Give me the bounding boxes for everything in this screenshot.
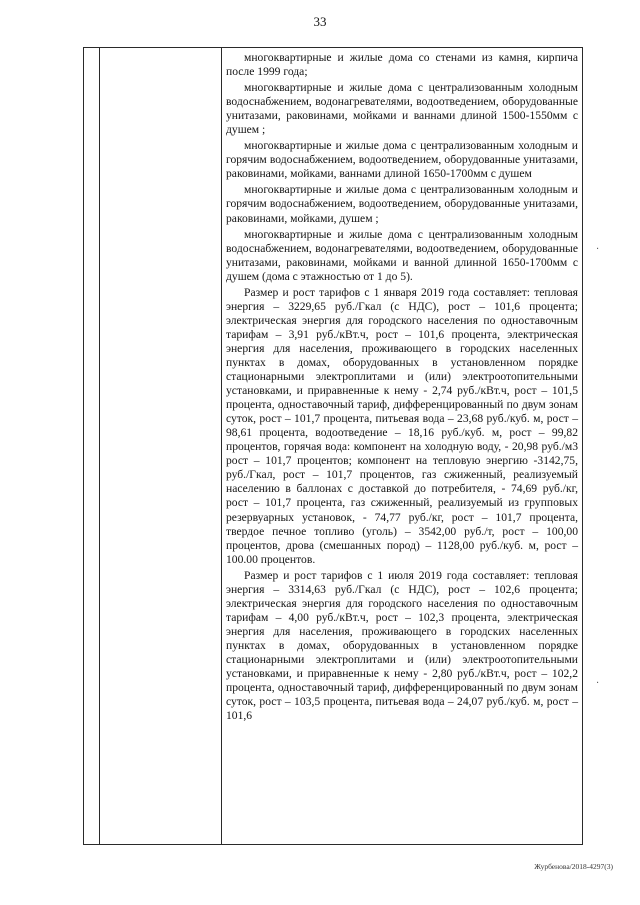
table-column-divider [221, 48, 222, 844]
footer-code: Журбенова/2018-4297(3) [534, 862, 613, 871]
paragraph: Размер и рост тарифов с 1 января 2019 года составляет: тепловая энергия – 3229,65 руб./Гкал (с НДС), рост – 101,6 процента; электрическая энергия для городского населения по одноставочным тарифам – 3,91 руб./кВт.ч, рост – 101,6 процента, электрическая энергия для населения, проживающего в городских населенных пунктах в домах, оборудованных в установленном порядке стационарными электроплитами и (или) электроотопительными установками, и приравненные к нему - 2,74 руб./кВт.ч, рост – 101,5 процента, одноставочный тариф, дифференцированный по двум зонам суток, рост – 101,7 процента, питьевая вода – 23,68 руб./куб. м, рост – 98,61 процента, водоотведение – 18,16 руб./куб. м, рост – 99,82 процентов, горячая вода: компонент на холодную воду, - 20,98 руб./м3 рост – 101,7 процентов; компонент на тепловую энергию -3142,75, руб./Гкал, рост – 101,7 процентов, газ сжиженный, реализуемый населению в баллонах с доставкой до потребителя, - 74,69 руб./кг, рост – 101,7 процента, газ сжиженный, реализуемый из групповых резервуарных установок, - 74,77 руб./кг, рост – 101,7 процента, твердое печное топливо (уголь) – 3542,00 руб./т, рост – 100,00 процентов, дрова (смешанных пород) – 1128,00 руб./куб. м, рост – 100.00 процентов. [226, 285, 578, 566]
paragraph: многоквартирные и жилые дома с централизованным холодным водоснабжением, водонагревателями, водоотведением, оборудованные унитазами, раковинами, мойками и ванной длинной 1650-1700мм с душем (дома с этажностью от 1 до 5). [226, 227, 578, 283]
table-cell-text [226, 51, 578, 723]
page-number: 33 [313, 14, 327, 29]
table-column-divider [99, 48, 100, 844]
paragraph: многоквартирные и жилые дома с централизованным холодным и горячим водоснабжением, водоотведением, оборудованные унитазами, раковинами, мойками, душем ; [226, 183, 578, 225]
paragraph: многоквартирные и жилые дома со стенами из камня, кирпича после 1999 года; [226, 51, 578, 79]
paragraph: многоквартирные и жилые дома с централизованным холодным и горячим водоснабжением, водоотведением, оборудованные унитазами, раковинами, мойками, ваннами длиной 1650-1700мм с душем [226, 139, 578, 181]
paragraph: многоквартирные и жилые дома с централизованным холодным водоснабжением, водонагревателями, водоотведением, оборудованные унитазами, раковинами, мойками и ваннами длиной 1500-1550мм с душем ; [226, 81, 578, 137]
document-table [83, 47, 583, 845]
paragraph: Размер и рост тарифов с 1 июля 2019 года составляет: тепловая энергия – 3314,63 руб./Гкал (с НДС), рост – 102,6 процента; электрическая энергия для городского населения по одноставочным тарифам – 4,00 руб./кВт.ч, рост – 102,3 процента, электрическая энергия для населения, проживающего в городских населенных пунктах в домах, оборудованных в установленном порядке стационарными электроплитами и (или) электроотопительными установками, и приравненные к нему - 2,80 руб./кВт.ч, рост – 102,2 процента, одноставочный тариф, дифференцированный по двум зонам суток, рост – 103,5 процента, питьевая вода – 24,07 руб./куб. м, рост – 101,6 [226, 568, 578, 723]
margin-mark: · [596, 678, 600, 689]
margin-mark: · [596, 244, 600, 255]
